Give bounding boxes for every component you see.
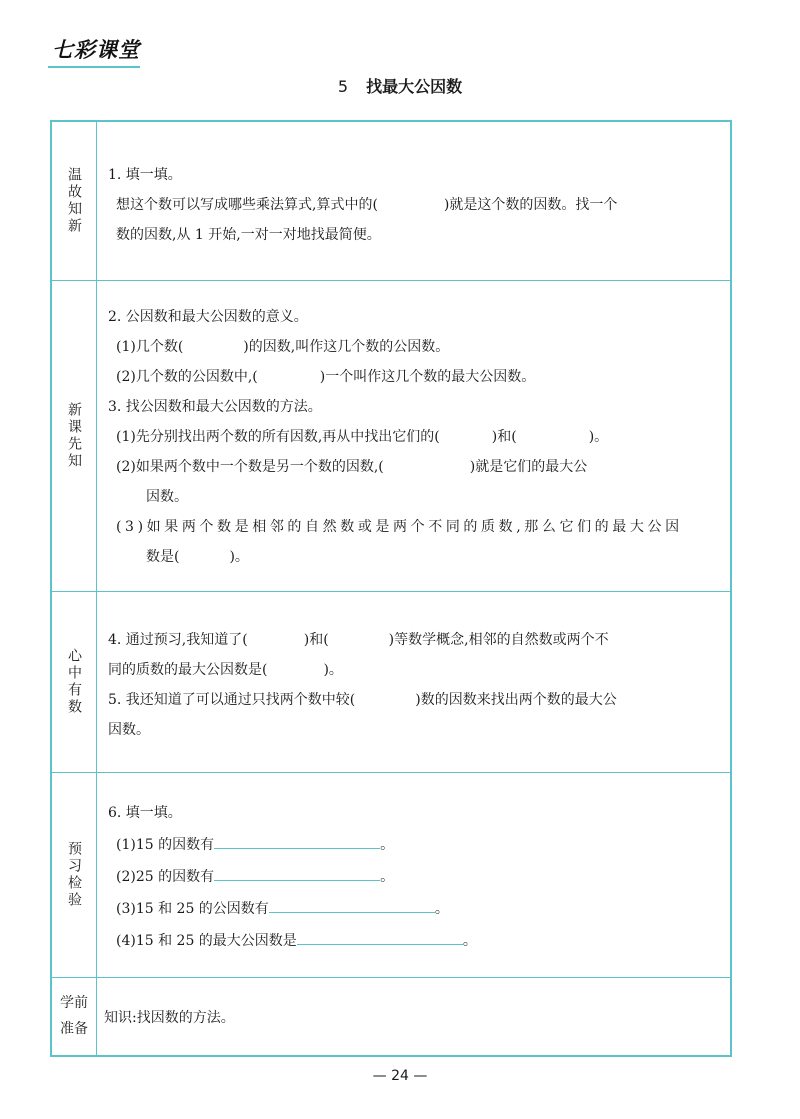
question-6-item-4 [116,930,718,950]
lesson-number: 5 [337,77,349,96]
section-label-cell [52,280,97,591]
answer-blank[interactable] [179,560,229,561]
text: (2)几个数的公因数中,( [116,369,258,385]
text: (1)几个数( [116,339,184,355]
question-2: 2. 公因数和最大公因数的意义。 [108,309,308,325]
text: )。 [229,549,249,565]
answer-blank[interactable] [355,703,415,704]
question-2-item-1 [116,336,718,356]
section-label-line-1: 学前 [60,995,88,1011]
section-label-cell [52,591,97,772]
section-label-cell [52,977,97,1055]
answer-blank[interactable] [517,440,589,441]
text: )等数学概念,相邻的自然数或两个不 [388,632,609,648]
text: (1)15 的因数有 [116,837,215,853]
question-3-item-2 [116,456,718,476]
lesson-title: 找最大公因数 [366,77,463,96]
logo: 七彩课堂 [52,38,140,62]
question-6-item-3 [116,898,718,918]
text: 5. 我还知道了可以通过只找两个数中较( [108,692,356,708]
text: )和( [303,632,329,648]
question-4 [108,629,718,649]
prerequisite-text: 知识:找因数的方法。 [104,1010,235,1026]
text: )。 [323,662,343,678]
section-content [108,280,718,591]
logo-underline [48,66,140,68]
question-3-item-2-cont: 因数。 [146,489,188,505]
text: )就是这个数的因数。找一个 [443,197,618,213]
text: (2)25 的因数有 [116,869,215,885]
section-summary [52,591,730,773]
page-title [0,74,800,97]
section-prerequisite [52,977,730,1055]
text: )和( [491,429,517,445]
answer-line[interactable] [269,898,435,913]
question-5-cont: 因数。 [108,722,150,738]
answer-line[interactable] [214,834,380,849]
section-content [108,122,718,280]
text: )的因数,叫作这几个数的公因数。 [243,339,450,355]
section-label-cell [52,772,97,977]
text: (3)15 和 25 的公因数有 [116,901,269,917]
question-3: 3. 找公因数和最大公因数的方法。 [108,399,322,415]
question-1: 1. 填一填。 [108,167,182,183]
answer-blank[interactable] [248,643,304,644]
question-5 [108,689,718,709]
question-2-item-2 [116,366,718,386]
section-review [52,122,730,281]
text: (4)15 和 25 的最大公因数是 [116,933,297,949]
answer-blank[interactable] [258,380,320,381]
section-label-cell [52,122,97,280]
text: 想这个数可以写成哪些乘法算式,算式中的( [116,197,378,213]
text: )数的因数来找出两个数的最大公 [415,692,617,708]
worksheet-frame [50,120,732,1057]
text: 。 [380,837,395,853]
question-3-item-3-cont [146,546,718,566]
text: (1)先分别找出两个数的所有因数,再从中找出它们的( [116,429,440,445]
section-label-line-2: 准备 [60,1021,88,1037]
section-content [108,772,718,977]
answer-blank[interactable] [329,643,389,644]
section-label: 温故知新 [66,167,82,235]
text: (2)如果两个数中一个数是另一个数的因数,( [116,459,384,475]
section-label: 预习检验 [66,840,82,909]
answer-blank[interactable] [183,350,243,351]
question-6: 6. 填一填。 [108,805,182,821]
question-4-cont [108,659,718,679]
question-6-item-2 [116,866,718,886]
text: )。 [588,429,609,445]
text: 。 [434,901,449,917]
section-content [108,591,718,772]
question-1-line-2 [116,194,718,214]
question-6-item-1 [116,834,718,854]
section-label: 心中有数 [66,647,82,716]
text: 同的质数的最大公因数是( [108,662,268,678]
answer-blank[interactable] [378,208,444,209]
text: 4. 通过预习,我知道了( [108,632,248,648]
answer-blank[interactable] [267,673,323,674]
text: )一个叫作这几个数的最大公因数。 [319,369,536,385]
text: 。 [380,869,395,885]
answer-blank[interactable] [384,470,470,471]
question-3-item-3: (3)如果两个数是相邻的自然数或是两个不同的质数,那么它们的最大公因 [116,519,683,535]
text: 。 [462,933,477,949]
page-number: — 24 — [372,1068,428,1084]
answer-line[interactable] [297,930,463,945]
text: )就是它们的最大公 [469,459,588,475]
answer-blank[interactable] [440,440,492,441]
section-label [59,990,89,1042]
section-practice [52,772,730,978]
text: 数是( [146,549,180,565]
answer-line[interactable] [214,866,380,881]
question-1-line-3: 数的因数,从 1 开始,一对一对地找最简便。 [116,227,381,243]
section-content [104,977,718,1055]
section-preview [52,280,730,592]
question-3-item-1 [116,426,718,446]
section-label: 新课先知 [66,401,82,470]
